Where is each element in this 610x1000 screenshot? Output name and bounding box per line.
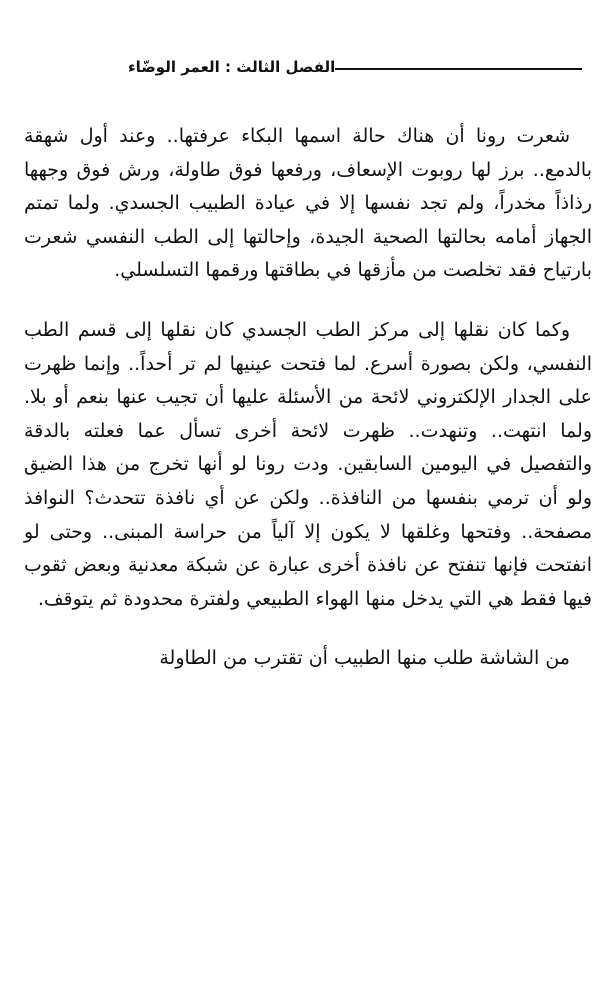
paragraph-1: شعرت رونا أن هناك حالة اسمها البكاء عرفتها.. وعند أول شهقة بالدمع.. برز لها روبوت الإسعاف، ورفعها فوق طاولة، ورش فوق وجهها رذاذاً مخدراً، ولم تجد نفسها إلا في عيادة الطبيب الجسدي. ولما تمتم الجهاز أمامه بحالتها الصحية الجيدة، وإحالتها إلى الطب النفسي شعرت بارتياح فقد تخلصت من مأزقها في بطاقتها ورقمها التسلسلي. (24, 125, 592, 282)
paragraph-2: وكما كان نقلها إلى مركز الطب الجسدي كان نقلها إلى قسم الطب النفسي، ولكن بصورة أسرع. لما فتحت عينيها لم تر أحداً.. وإنما ظهرت على الجدار الإلكتروني لائحة من الأسئلة عليها أن تجيب عنها بنعم أو بلا. ولما انتهت.. وتنهدت.. ظهرت لائحة أخرى تسأل عما فعلته بالدقة والتفصيل في اليومين السابقين. ودت رونا لو أنها تخرج من هذا الضيق ولو أن ترمي بنفسها من النافذة.. ولكن عن أي نافذة تتحدث؟ النوافذ مصفحة.. وفتحها وغلقها لا يكون إلا آلياً من حراسة المبنى.. وحتى لو انفتحت فإنها تنفتح عن نافذة أخرى عبارة عن شبكة معدنية وبعض ثقوب فيها فقط هي التي يدخل منها الهواء الطبيعي ولفترة محدودة ثم يتوقف. (24, 318, 592, 610)
paragraph-3: من الشاشة طلب منها الطبيب أن تقترب من الطاولة (159, 647, 570, 670)
header-rule (335, 68, 582, 70)
chapter-title: الفصل الثالث : العمر الوضّاء (128, 58, 336, 76)
page-body (24, 120, 592, 676)
running-header (128, 56, 592, 78)
